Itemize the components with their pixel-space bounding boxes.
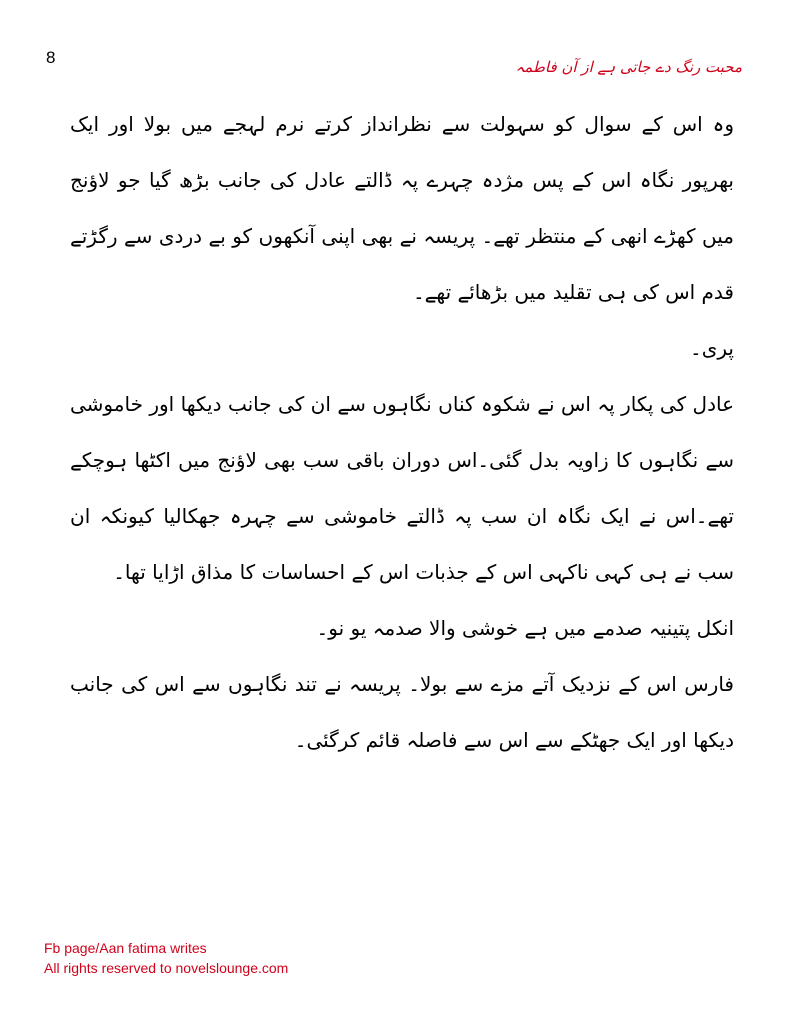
footer-line: All rights reserved to novelslounge.com xyxy=(44,960,289,976)
paragraph: فارس اس کے نزدیک آتے مزے سے بولا۔ پریسہ نے تند نگاہوں سے اس کی جانب دیکھا اور ایک جھٹکے سے اس سے فاصلہ قائم کرگئی۔ xyxy=(70,672,734,752)
footer xyxy=(44,938,288,978)
header-title: محبت رنگ دے جاتی ہے از آن فاطمہ xyxy=(515,58,742,76)
paragraph: عادل کی پکار پہ اس نے شکوہ کناں نگاہوں سے ان کی جانب دیکھا اور خاموشی سے نگاہوں کا زاویہ بدل گئی۔اس دوران باقی سب بھی لاؤنج میں اکٹھا ہوچکے تھے۔اس نے ایک نگاہ ان سب پہ ڈالتے خاموشی سے چہرہ جھکالیا کیونکہ ان سب نے ہی کہی ناکہی اس کے جذبات اس کے احساسات کا مذاق اڑایا تھا۔ xyxy=(70,392,734,584)
body-text xyxy=(70,96,734,768)
paragraph: انکل پتینیہ صدمے میں ہے خوشی والا صدمہ یو نو۔ xyxy=(316,616,734,640)
page-number: 8 xyxy=(46,48,56,67)
paragraph: وہ اس کے سوال کو سہولت سے نظرانداز کرتے نرم لہجے میں بولا اور ایک بھرپور نگاہ اس کے پس مژدہ چہرے پہ ڈالتے عادل کی جانب بڑھ گیا جو لاؤنج میں کھڑے انھی کے منتظر تھے۔ پریسہ نے بھی اپنی آنکھوں کو بے دردی سے رگڑتے قدم اس کی ہی تقلید میں بڑھائے تھے۔ xyxy=(70,112,734,304)
footer-line: Fb page/Aan fatima writes xyxy=(44,940,207,956)
paragraph: پری۔ xyxy=(690,336,734,360)
